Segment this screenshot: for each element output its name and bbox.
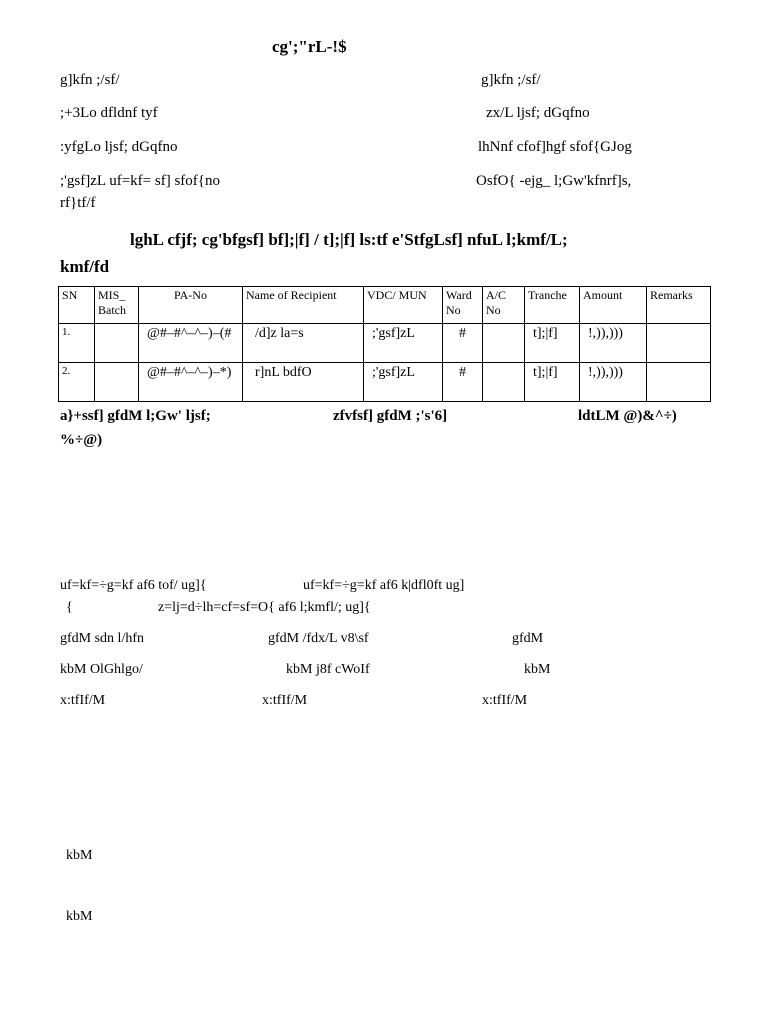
header-right-4: OsfO{ -ejg_ l;Gw'kfnrf]s,: [476, 173, 632, 189]
signatory-3-signature: x:tfIf/M: [482, 693, 528, 708]
cell-mis-batch: [95, 324, 139, 363]
header-left-3: :yfgLo ljsf; dGqfno: [60, 139, 178, 155]
col-header-remarks: Remarks: [647, 287, 711, 324]
col-header-sn: SN: [59, 287, 95, 324]
prepared-by-label: uf=kf=÷g=kf af6 tof/ ug]{: [60, 578, 207, 593]
signatory-3-name: gfdM: [512, 631, 544, 646]
cell-tranche: t];|f]: [525, 324, 580, 363]
branch-name: zfvfsf] gfdM ;'s'6]: [333, 408, 448, 424]
col-header-tranche: Tranche: [525, 287, 580, 324]
signatory-1-signature: x:tfIf/M: [60, 693, 106, 708]
cell-recipient: r]nL bdfO: [243, 363, 364, 402]
cell-ward-no: #: [443, 324, 483, 363]
header-right-3: lhNnf cfof]hgf sfof{GJog: [478, 139, 632, 155]
bank-name: a}+ssf] gfdM l;Gw' ljsf;: [60, 408, 211, 424]
header-left-1: g]kfn ;/sf/: [60, 72, 120, 88]
cell-ward-no: #: [443, 363, 483, 402]
table-header-row: [59, 287, 711, 324]
page-title: cg';"rL-!$: [272, 37, 347, 56]
col-header-ward-no: Ward No: [443, 287, 483, 324]
header-right-1: g]kfn ;/sf/: [481, 72, 541, 88]
cell-ac-no: [483, 324, 525, 363]
cell-remarks: [647, 363, 711, 402]
verified-by-label: uf=kf=÷g=kf af6 k|dfl0ft ug]: [303, 578, 465, 593]
table-row: [59, 363, 711, 402]
cell-amount: !,)),))): [580, 363, 647, 402]
cell-pa-no: @#–#^–^–)–(#: [139, 324, 243, 363]
header-left-5: rf}tf/f: [60, 195, 96, 211]
footer-post-1: kbM: [66, 848, 93, 863]
col-header-ac-no: A/C No: [483, 287, 525, 324]
col-header-vdc-mun: VDC/ MUN: [364, 287, 443, 324]
col-header-pa-no: PA-No: [139, 287, 243, 324]
prepared-by-label-cont: {: [66, 600, 73, 615]
main-heading-cont: kmf/fd: [60, 257, 110, 276]
col-header-mis-batch: MIS_ Batch: [95, 287, 139, 324]
cell-vdc-mun: ;'gsf]zL: [364, 363, 443, 402]
cell-sn: 2.: [59, 363, 95, 402]
signatory-1-name: gfdM sdn l/hfn: [60, 631, 144, 646]
cell-pa-no: @#–#^–^–)–*): [139, 363, 243, 402]
cell-vdc-mun: ;'gsf]zL: [364, 324, 443, 363]
date-label-cont: %÷@): [60, 432, 103, 448]
header-left-2: ;+3Lo dfldnf tyf: [60, 105, 158, 121]
main-heading: lghL cfjf; cg'bfgsf] bf];|f] / t];|f] ls:tf e'StfgLsf] nfuL l;kmf/L;: [130, 230, 568, 249]
cell-remarks: [647, 324, 711, 363]
footer-post-2: kbM: [66, 909, 93, 924]
signatory-2-signature: x:tfIf/M: [262, 693, 308, 708]
cell-amount: !,)),))): [580, 324, 647, 363]
signatory-3-post: kbM: [524, 662, 551, 677]
signatory-2-post: kbM j8f cWoIf: [286, 662, 370, 677]
cell-sn: 1.: [59, 324, 95, 363]
signatory-1-post: kbM OlGhlgo/: [60, 662, 143, 677]
date-label: ldtLM @)&^÷): [578, 408, 677, 424]
recipient-table: [58, 286, 711, 402]
recommended-by-label: z=lj=d÷lh=cf=sf=O{ af6 l;kmfl/; ug]{: [158, 600, 371, 615]
cell-ac-no: [483, 363, 525, 402]
col-header-amount: Amount: [580, 287, 647, 324]
signatory-2-name: gfdM /fdx/L v8\sf: [268, 631, 369, 646]
cell-mis-batch: [95, 363, 139, 402]
cell-tranche: t];|f]: [525, 363, 580, 402]
header-right-2: zx/L ljsf; dGqfno: [486, 105, 590, 121]
cell-recipient: /d]z la=s: [243, 324, 364, 363]
col-header-recipient: Name of Recipient: [243, 287, 364, 324]
table-row: [59, 324, 711, 363]
header-left-4: ;'gsf]zL uf=kf= sf] sfof{no: [60, 173, 220, 189]
